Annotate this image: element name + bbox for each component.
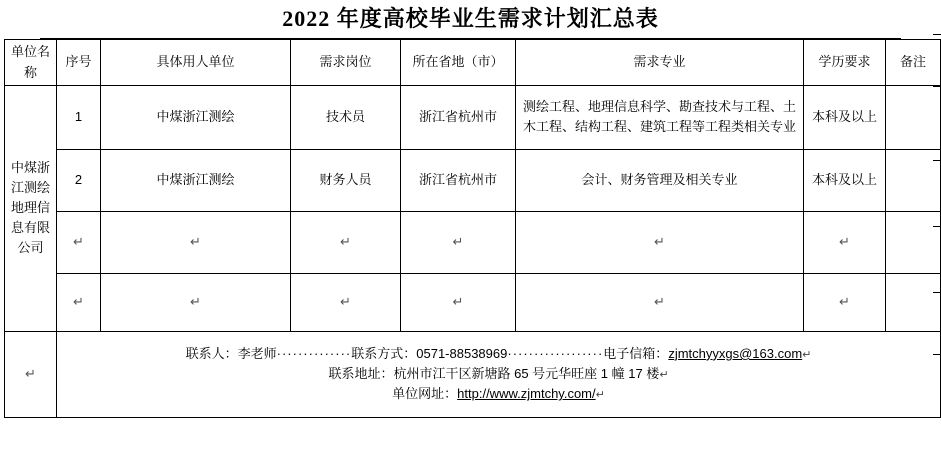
column-header-position: 需求岗位 xyxy=(291,40,401,85)
column-header-remark: 备注 xyxy=(886,40,941,85)
contact-email-label: 电子信箱： xyxy=(603,345,669,361)
column-header-company: 单位名称 xyxy=(5,40,57,85)
column-header-employer: 具体用人单位 xyxy=(101,40,291,85)
contact-line-1 xyxy=(61,344,936,364)
contact-dots-1: ·············· xyxy=(276,345,352,361)
contact-email-value[interactable]: zjmtchyyxgs@163.com xyxy=(668,345,803,361)
cell-employer: 中煤浙江测绘 xyxy=(101,149,291,211)
contact-dots-2: ·················· xyxy=(507,345,604,361)
table-header-row xyxy=(5,40,941,85)
contact-line-2 xyxy=(61,364,936,384)
table-row xyxy=(5,149,941,211)
cell-index: 1 xyxy=(57,85,101,149)
contact-person-label: 联系人： xyxy=(185,345,238,361)
page-title: 2022 年度高校毕业生需求计划汇总表 xyxy=(40,0,901,39)
contact-info-cell xyxy=(57,331,941,417)
table-row xyxy=(5,211,941,273)
cell-position: ↵ xyxy=(291,211,401,273)
contact-website-value[interactable]: http://www.zjmtchy.com/ xyxy=(457,386,596,402)
contact-address-label: 联系地址： xyxy=(328,366,394,382)
paragraph-mark: ↵ xyxy=(802,348,812,361)
cell-education: ↵ xyxy=(804,211,886,273)
column-header-location: 所在省地（市） xyxy=(401,40,516,85)
cell-employer: ↵ xyxy=(101,273,291,331)
paragraph-mark: ↵ xyxy=(659,369,669,382)
contact-phone-value: 0571-88538969 xyxy=(416,345,508,361)
cell-employer: ↵ xyxy=(101,211,291,273)
table-row xyxy=(5,273,941,331)
contact-person-value: 李老师 xyxy=(237,345,277,361)
cell-employer: 中煤浙江测绘 xyxy=(101,85,291,149)
cell-major: 测绘工程、地理信息科学、勘查技术与工程、土木工程、结构工程、建筑工程等工程类相关专业 xyxy=(516,85,804,149)
contact-line-3 xyxy=(61,384,936,404)
cell-index: ↵ xyxy=(57,273,101,331)
cell-position: 财务人员 xyxy=(291,149,401,211)
cell-education: 本科及以上 xyxy=(804,149,886,211)
demand-plan-table xyxy=(4,39,941,417)
cell-major: ↵ xyxy=(516,273,804,331)
cell-location: ↵ xyxy=(401,211,516,273)
cell-location: 浙江省杭州市 xyxy=(401,149,516,211)
cell-index: ↵ xyxy=(57,211,101,273)
column-header-education: 学历要求 xyxy=(804,40,886,85)
contact-address-value: 杭州市江干区新塘路 65 号元华旺座 1 幢 17 楼 xyxy=(393,366,660,382)
cell-position: ↵ xyxy=(291,273,401,331)
company-name-cell: 中煤浙江测绘地理信息有限公司 xyxy=(5,85,57,331)
column-header-index: 序号 xyxy=(57,40,101,85)
contact-phone-label: 联系方式： xyxy=(351,345,417,361)
cell-location: 浙江省杭州市 xyxy=(401,85,516,149)
contact-left-spacer: ↵ xyxy=(5,331,57,417)
paragraph-mark: ↵ xyxy=(595,389,605,402)
cell-major: 会计、财务管理及相关专业 xyxy=(516,149,804,211)
cell-location: ↵ xyxy=(401,273,516,331)
cell-index: 2 xyxy=(57,149,101,211)
cell-education: ↵ xyxy=(804,273,886,331)
cell-major: ↵ xyxy=(516,211,804,273)
page-edge-marks xyxy=(931,0,941,476)
contact-website-label: 单位网址： xyxy=(392,386,458,402)
cell-position: 技术员 xyxy=(291,85,401,149)
cell-education: 本科及以上 xyxy=(804,85,886,149)
table-row xyxy=(5,85,941,149)
contact-row xyxy=(5,331,941,417)
column-header-major: 需求专业 xyxy=(516,40,804,85)
